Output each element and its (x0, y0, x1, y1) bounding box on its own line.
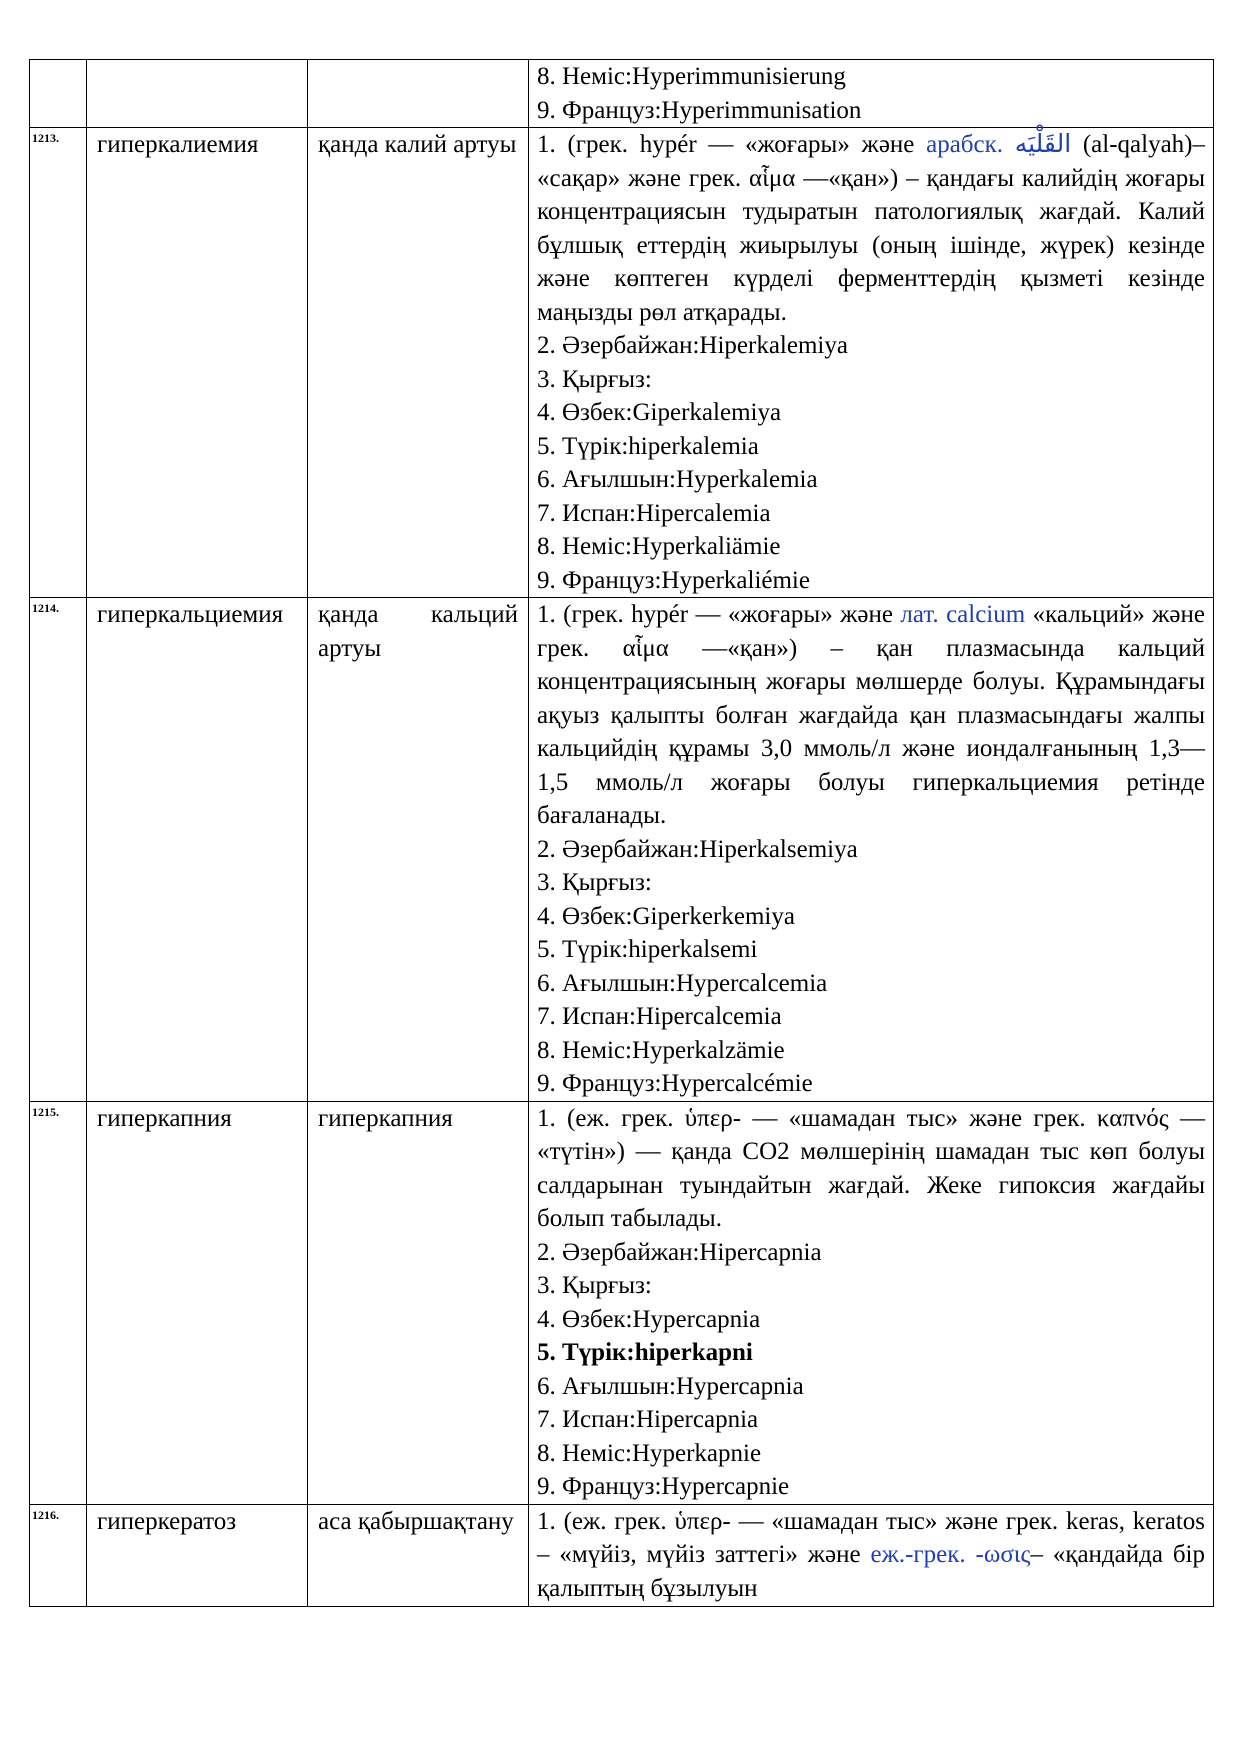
definition-text: 1. (еж. грек. ὑπερ- — «шамадан тыс» және грек. καπνός — «түтін») — қанда CO2 мөлшерінің шамадан тыс көп болуы салдарынан туындайтын жағдай. Жеке гипоксия жағдайы болып табылады. (537, 1104, 1205, 1232)
dictionary-table (29, 59, 1214, 1607)
definition-part: 1. (еж. грек. ὑπερ- — «шамадан тыс» және грек. keras, keratos – «мүйіз, мүйіз заттегі» және (537, 1507, 1205, 1568)
lang-line: 6. Ағылшын:Hypercalcemia (537, 969, 828, 997)
table-row (30, 60, 1214, 128)
definition-text (537, 1505, 1205, 1606)
lang-line: 3. Қырғыз: (537, 1272, 652, 1299)
definition-part: – «қандайда бір қалыптың бұзылуын (537, 1541, 1205, 1602)
lang-line: 4. Өзбек:Hypercapnia (537, 1305, 761, 1333)
lang-line: 5. Түрік:hiperkalemia (537, 432, 759, 460)
lang-line: 7. Испан:Hipercalemia (537, 499, 771, 527)
lang-line: 8. Неміс:Hyperkalzämie (537, 1036, 785, 1064)
table-row (30, 1504, 1214, 1606)
lang-line: 7. Испан:Hipercapnia (537, 1406, 759, 1433)
definition-cell (529, 128, 1214, 598)
lang-line: 8. Неміс:Hyperkapnie (537, 1439, 762, 1467)
lang-line: 4. Өзбек:Giperkerkemiya (537, 902, 795, 930)
definition-text (537, 598, 1205, 833)
lang-line: 5. Түрік:hiperkapni (537, 1339, 753, 1366)
lang-line: 9. Француз:Hypercalcémie (537, 1070, 813, 1097)
entry-number: 1215. (30, 1101, 87, 1504)
definition-part: 1. (грек. hypér — «жоғары» және (537, 131, 927, 158)
entry-number (30, 60, 87, 128)
definition-link: лат. calcium (900, 601, 1026, 628)
lang-line: 4. Өзбек:Giperkalemiya (537, 399, 782, 426)
lang-line: 2. Әзербайжан:Hiperkalemiya (537, 332, 848, 359)
term-cell: гиперкальциемия (87, 598, 308, 1102)
translation-cell: аса қабыршақтану (308, 1504, 529, 1606)
lang-line: 2. Әзербайжан:Hipercapnia (537, 1238, 822, 1266)
definition-cell (529, 598, 1214, 1102)
lang-line: 9. Француз:Hyperimmunisation (537, 96, 862, 124)
translation-cell (308, 60, 529, 128)
translation-cell: гиперкапния (308, 1101, 529, 1504)
translation-cell: қанда калий артуы (308, 128, 529, 598)
lang-line: 3. Қырғыз: (537, 365, 652, 393)
lang-line: 8. Неміс:Hyperkaliämie (537, 533, 781, 560)
lang-line: 5. Түрік:hiperkalsemi (537, 936, 758, 963)
lang-line: 6. Ағылшын:Hyperkalemia (537, 466, 818, 493)
lang-line: 7. Испан:Hipercalcemia (537, 1003, 782, 1030)
translation-cell: қанда кальций артуы (308, 598, 529, 1102)
table-row (30, 1101, 1214, 1504)
definition-part: «кальций» және грек. αἷμα —«қан») – қан плазмасында кальций концентрациясының жоғары мөлшерде болуы. Құрамындағы ақуыз қалыпты болған жағдайда қан плазмасындағы жалпы кальцийдің құрамы 3,0 ммоль/л және иондалғанының 1,3—1,5 ммоль/л жоғары болуы гиперкальциемия ретінде бағаланады. (537, 601, 1205, 829)
lang-line: 9. Француз:Hyperkaliémie (537, 566, 810, 594)
definition-text (537, 128, 1205, 329)
entry-number: 1213. (30, 128, 87, 598)
term-cell: гиперкератоз (87, 1504, 308, 1606)
lang-line: 6. Ағылшын:Hypercapnia (537, 1372, 804, 1400)
entry-number: 1214. (30, 598, 87, 1102)
term-cell: гиперкалиемия (87, 128, 308, 598)
entry-number: 1216. (30, 1504, 87, 1606)
definition-cell (529, 1101, 1214, 1504)
table-row (30, 128, 1214, 598)
term-cell (87, 60, 308, 128)
lang-line: 9. Француз:Hypercapnie (537, 1473, 790, 1500)
definition-part: (al-qalyah)– «сақар» және грек. αἷμα —«қан») – қандағы калийдің жоғары концентрациясын тудыратын патологиялық жағдай. Калий бұлшық еттердің жиырылуы (оның ішінде, жүрек) кезінде және көптеген күрделі ферменттердің қызметі кезінде маңызды рөл атқарады. (537, 131, 1205, 326)
definition-cell (529, 1504, 1214, 1606)
lang-line: 8. Неміс:Hyperimmunisierung (537, 63, 846, 90)
lang-line: 2. Әзербайжан:Hiperkalsemiya (537, 835, 858, 863)
definition-part: 1. (грек. hypér — «жоғары» және (537, 601, 901, 628)
term-cell: гиперкапния (87, 1101, 308, 1504)
definition-link: арабск. ﺍﻟﻘَﻠْﻴَﻪ (926, 131, 1072, 158)
definition-cell (529, 60, 1214, 128)
definition-link: еж.-грек. -ωσις (870, 1541, 1031, 1568)
table-row (30, 598, 1214, 1102)
lang-line: 3. Қырғыз: (537, 869, 652, 896)
